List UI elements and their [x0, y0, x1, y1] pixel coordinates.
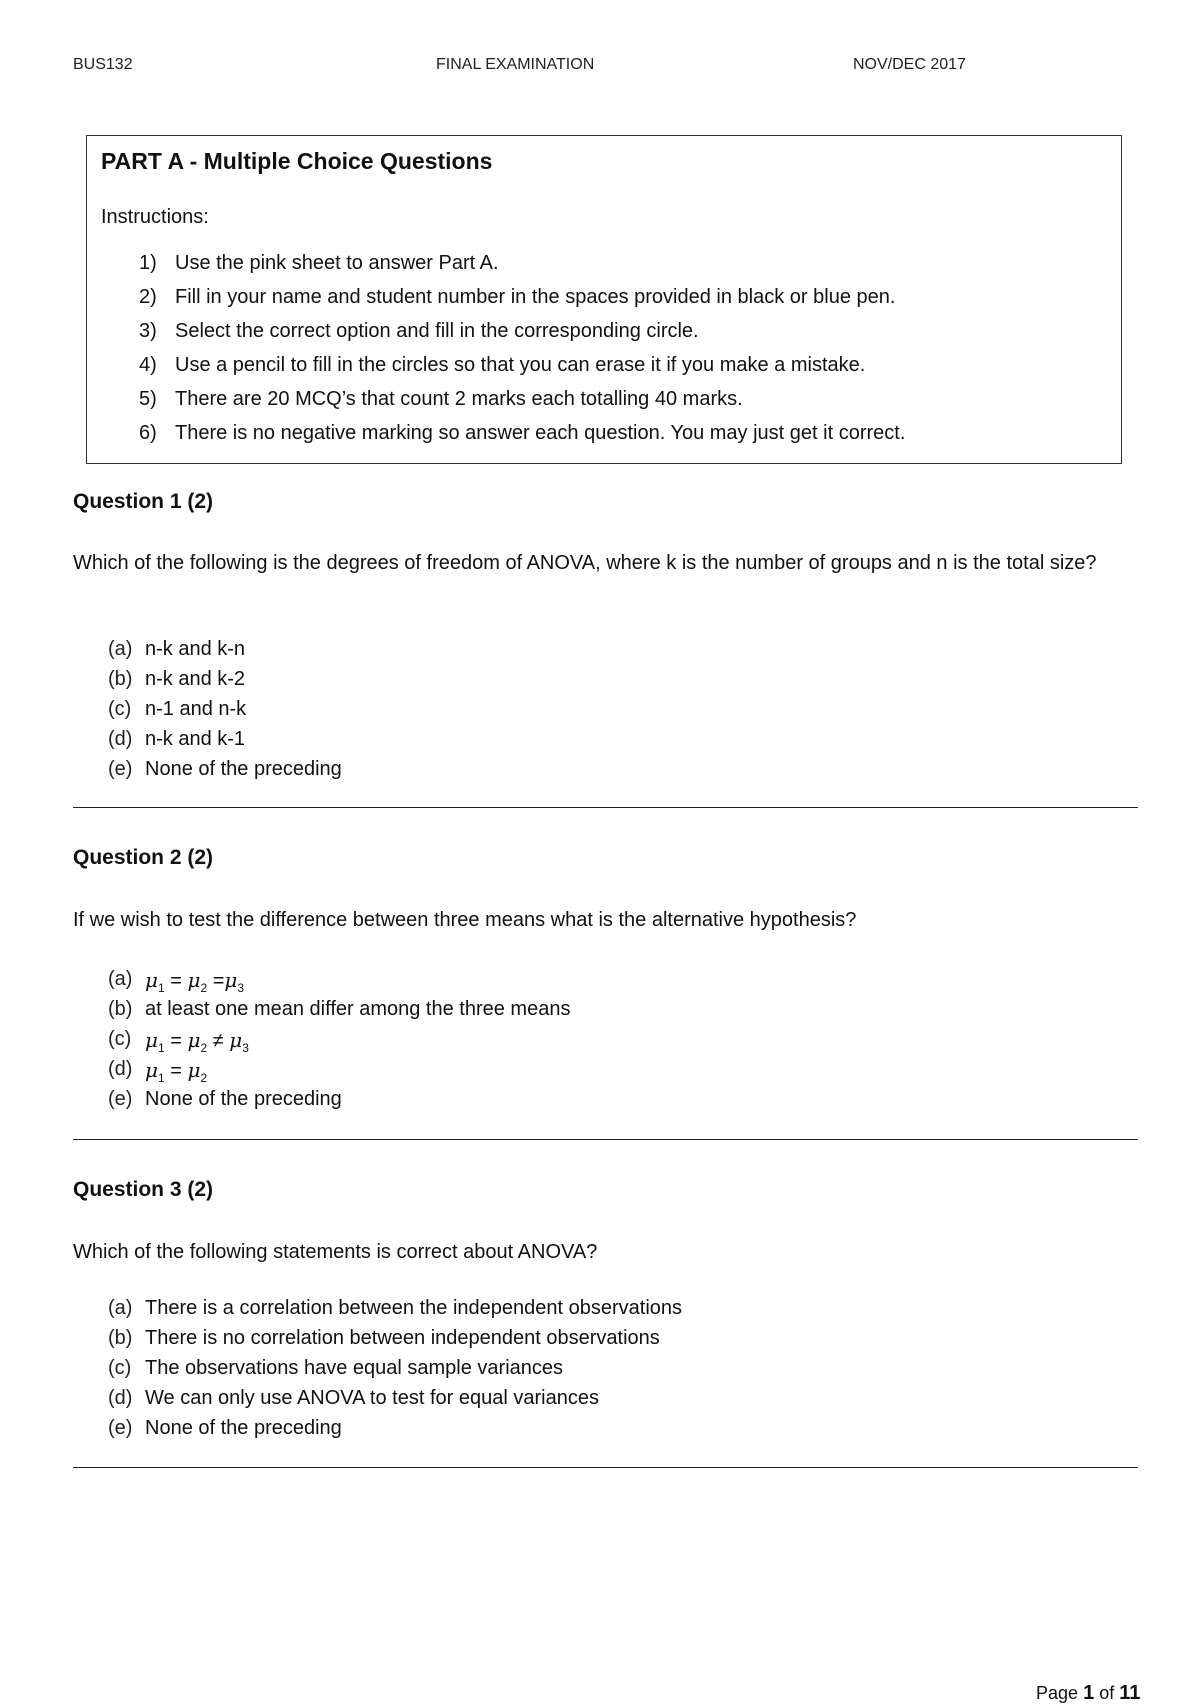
option-text: We can only use ANOVA to test for equal variances: [145, 1387, 599, 1409]
option-text: n-1 and n-k: [145, 698, 247, 720]
option-letter: (d): [108, 1058, 133, 1080]
instruction-number: 4): [139, 354, 157, 376]
option-letter: (a): [108, 638, 133, 660]
operator: =: [164, 1060, 188, 1082]
option-a[interactable]: [108, 638, 342, 668]
instruction-text: There is no negative marking so answer each question. You may just get it correct.: [175, 422, 906, 444]
option-text: None of the preceding: [145, 1088, 342, 1110]
subscript: 3: [242, 1041, 249, 1055]
subscript: 1: [158, 1071, 165, 1085]
instruction-text: Use the pink sheet to answer Part A.: [175, 252, 499, 274]
instruction-item: [139, 388, 905, 422]
question-1-text: Which of the following is the degrees of freedom of ANOVA, where k is the number of groups and n is the total size?: [73, 552, 1097, 574]
separator-line: [73, 1139, 1138, 1140]
question-2-title: Question 2 (2): [73, 846, 214, 869]
option-text: The observations have equal sample variances: [145, 1357, 564, 1379]
instruction-item: [139, 252, 905, 286]
operator: =: [207, 970, 225, 992]
option-letter: (c): [108, 698, 132, 720]
subscript: 2: [200, 981, 208, 995]
option-d[interactable]: [108, 728, 342, 758]
question-1-title: Question 1 (2): [73, 490, 214, 513]
mu-symbol: μ: [187, 1058, 201, 1082]
option-d[interactable]: [108, 1387, 682, 1417]
option-text: n-k and k-2: [145, 668, 246, 690]
mu-symbol: μ: [145, 968, 158, 992]
footer-page-word: Page: [1036, 1683, 1079, 1703]
option-text: None of the preceding: [145, 758, 342, 780]
subscript: 2: [200, 1041, 208, 1055]
mu-symbol: μ: [187, 1028, 201, 1052]
instructions-box: [86, 135, 1122, 464]
question-1-options: [108, 638, 342, 788]
footer-of-word: of: [1099, 1683, 1115, 1703]
option-e[interactable]: [108, 1417, 682, 1447]
option-text: None of the preceding: [145, 1417, 342, 1439]
option-letter: (b): [108, 998, 133, 1020]
instruction-item: [139, 422, 905, 456]
subscript: 2: [200, 1071, 208, 1085]
question-2-text: If we wish to test the difference between three means what is the alternative hypothesis?: [73, 909, 857, 931]
option-text: There is no correlation between independent observations: [145, 1327, 660, 1349]
option-text: n-k and k-1: [145, 728, 246, 750]
instruction-item: [139, 320, 905, 354]
question-2-options: [108, 968, 570, 1118]
instruction-item: [139, 286, 905, 320]
subscript: 3: [237, 981, 245, 995]
option-b[interactable]: [108, 998, 570, 1028]
option-letter: (b): [108, 1327, 133, 1349]
option-text: There is a correlation between the independent observations: [145, 1297, 683, 1319]
instruction-number: 5): [139, 388, 157, 410]
instruction-text: Select the correct option and fill in the corresponding circle.: [175, 320, 699, 342]
option-d[interactable]: [108, 1058, 570, 1088]
footer-total-pages: 11: [1119, 1682, 1141, 1704]
option-text: n-k and k-n: [145, 638, 246, 660]
subscript: 1: [158, 981, 165, 995]
mu-symbol: μ: [187, 968, 201, 992]
instruction-number: 1): [139, 252, 157, 274]
option-c[interactable]: [108, 1028, 570, 1058]
option-formula: [145, 968, 244, 998]
option-c[interactable]: [108, 1357, 682, 1387]
instruction-number: 3): [139, 320, 157, 342]
question-3-options: [108, 1297, 682, 1447]
option-letter: (c): [108, 1357, 132, 1379]
instruction-item: [139, 354, 905, 388]
option-letter: (e): [108, 1417, 133, 1439]
option-letter: (c): [108, 1028, 132, 1050]
option-formula: [145, 1058, 207, 1088]
option-letter: (b): [108, 668, 133, 690]
mu-symbol: μ: [145, 1058, 158, 1082]
header-course-code: BUS132: [73, 56, 133, 73]
footer-page-number: 1: [1083, 1682, 1095, 1704]
mu-symbol: μ: [145, 1028, 158, 1052]
instruction-text: Use a pencil to fill in the circles so that you can erase it if you make a mistake.: [175, 354, 866, 376]
mu-symbol: μ: [229, 1028, 243, 1052]
option-text: at least one mean differ among the three means: [145, 998, 571, 1020]
option-letter: (d): [108, 1387, 133, 1409]
operator: =: [164, 970, 188, 992]
option-b[interactable]: [108, 668, 342, 698]
instruction-number: 6): [139, 422, 157, 444]
option-formula: [145, 1028, 249, 1058]
option-letter: (a): [108, 1297, 133, 1319]
option-a[interactable]: [108, 1297, 682, 1327]
option-letter: (e): [108, 758, 133, 780]
header-exam-title: FINAL EXAMINATION: [436, 56, 595, 73]
page-footer: [1036, 1682, 1140, 1705]
instruction-text: There are 20 MCQ’s that count 2 marks each totalling 40 marks.: [175, 388, 743, 410]
option-c[interactable]: [108, 698, 342, 728]
part-a-title: PART A - Multiple Choice Questions: [101, 148, 493, 174]
mu-symbol: μ: [224, 968, 238, 992]
option-a[interactable]: [108, 968, 570, 998]
header-exam-date: NOV/DEC 2017: [853, 56, 966, 73]
operator: =: [164, 1030, 188, 1052]
instructions-list: [139, 252, 905, 456]
instruction-number: 2): [139, 286, 157, 308]
question-3-title: Question 3 (2): [73, 1178, 214, 1201]
subscript: 1: [158, 1041, 165, 1055]
question-3-text: Which of the following statements is correct about ANOVA?: [73, 1241, 598, 1263]
option-e[interactable]: [108, 1088, 570, 1118]
instruction-text: Fill in your name and student number in the spaces provided in black or blue pen.: [175, 286, 896, 308]
instructions-label: Instructions:: [101, 206, 209, 228]
option-e[interactable]: [108, 758, 342, 788]
operator: ≠: [207, 1030, 230, 1052]
separator-line: [73, 1467, 1138, 1468]
separator-line: [73, 807, 1138, 808]
option-letter: (d): [108, 728, 133, 750]
option-b[interactable]: [108, 1327, 682, 1357]
option-letter: (a): [108, 968, 133, 990]
option-letter: (e): [108, 1088, 133, 1110]
